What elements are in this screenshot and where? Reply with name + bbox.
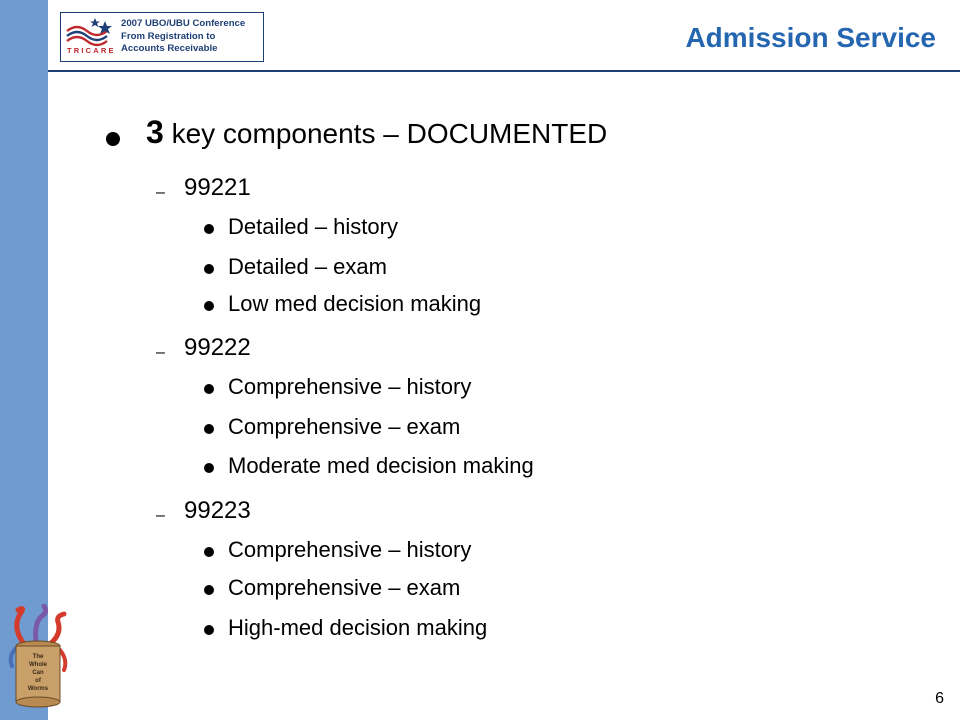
list-item-text: High-med decision making (228, 615, 488, 640)
bullet-dot-icon (204, 547, 214, 557)
bullet-dot-icon (204, 625, 214, 635)
code-label: 99223 (184, 497, 251, 524)
bullet-dot-icon (204, 384, 214, 394)
dash-icon: – (156, 344, 165, 361)
slide-title: Admission Service (685, 22, 936, 53)
logo-wordmark: TRICARE (67, 46, 116, 55)
dash-icon: – (156, 184, 165, 201)
main-bullet-text: key components – DOCUMENTED (163, 118, 608, 149)
list-item-text: Comprehensive – exam (228, 575, 461, 600)
list-item-text: Low med decision making (228, 291, 482, 316)
list-item-text: Comprehensive – exam (228, 414, 461, 439)
tricare-logo-icon (65, 17, 117, 57)
mascot-text: Whole (29, 662, 47, 668)
bullet-dot-icon (204, 264, 214, 274)
list-item-text: Comprehensive – history (228, 537, 472, 562)
bullet-dot-icon (106, 132, 120, 146)
bullet-dot-icon (204, 585, 214, 595)
list-item-text: Detailed – history (228, 214, 398, 239)
mascot-text: Can (32, 670, 44, 676)
component-count: 3 (146, 114, 164, 150)
dash-icon: – (156, 507, 165, 524)
list-item-text: Comprehensive – history (228, 374, 472, 399)
conference-line: 2007 UBO/UBU Conference (121, 18, 246, 29)
mascot-text: The (32, 654, 44, 660)
list-item-text: Moderate med decision making (228, 453, 534, 478)
bullet-dot-icon (204, 301, 214, 311)
mascot-text: of (35, 678, 41, 684)
list-item-text: Detailed – exam (228, 254, 387, 279)
conference-text (121, 18, 263, 56)
bullet-dot-icon (204, 463, 214, 473)
bullet-dot-icon (204, 424, 214, 434)
code-label: 99222 (184, 334, 251, 361)
can-of-worms-icon (6, 604, 70, 708)
header-divider (48, 70, 960, 72)
conference-line: From Registration to (121, 30, 216, 42)
mascot-text: Worms (27, 686, 49, 692)
page-number: 6 (935, 690, 944, 707)
conference-badge (60, 12, 264, 62)
bullet-dot-icon (204, 224, 214, 234)
code-label: 99221 (184, 174, 251, 201)
conference-line: Accounts Receivable (121, 43, 218, 54)
